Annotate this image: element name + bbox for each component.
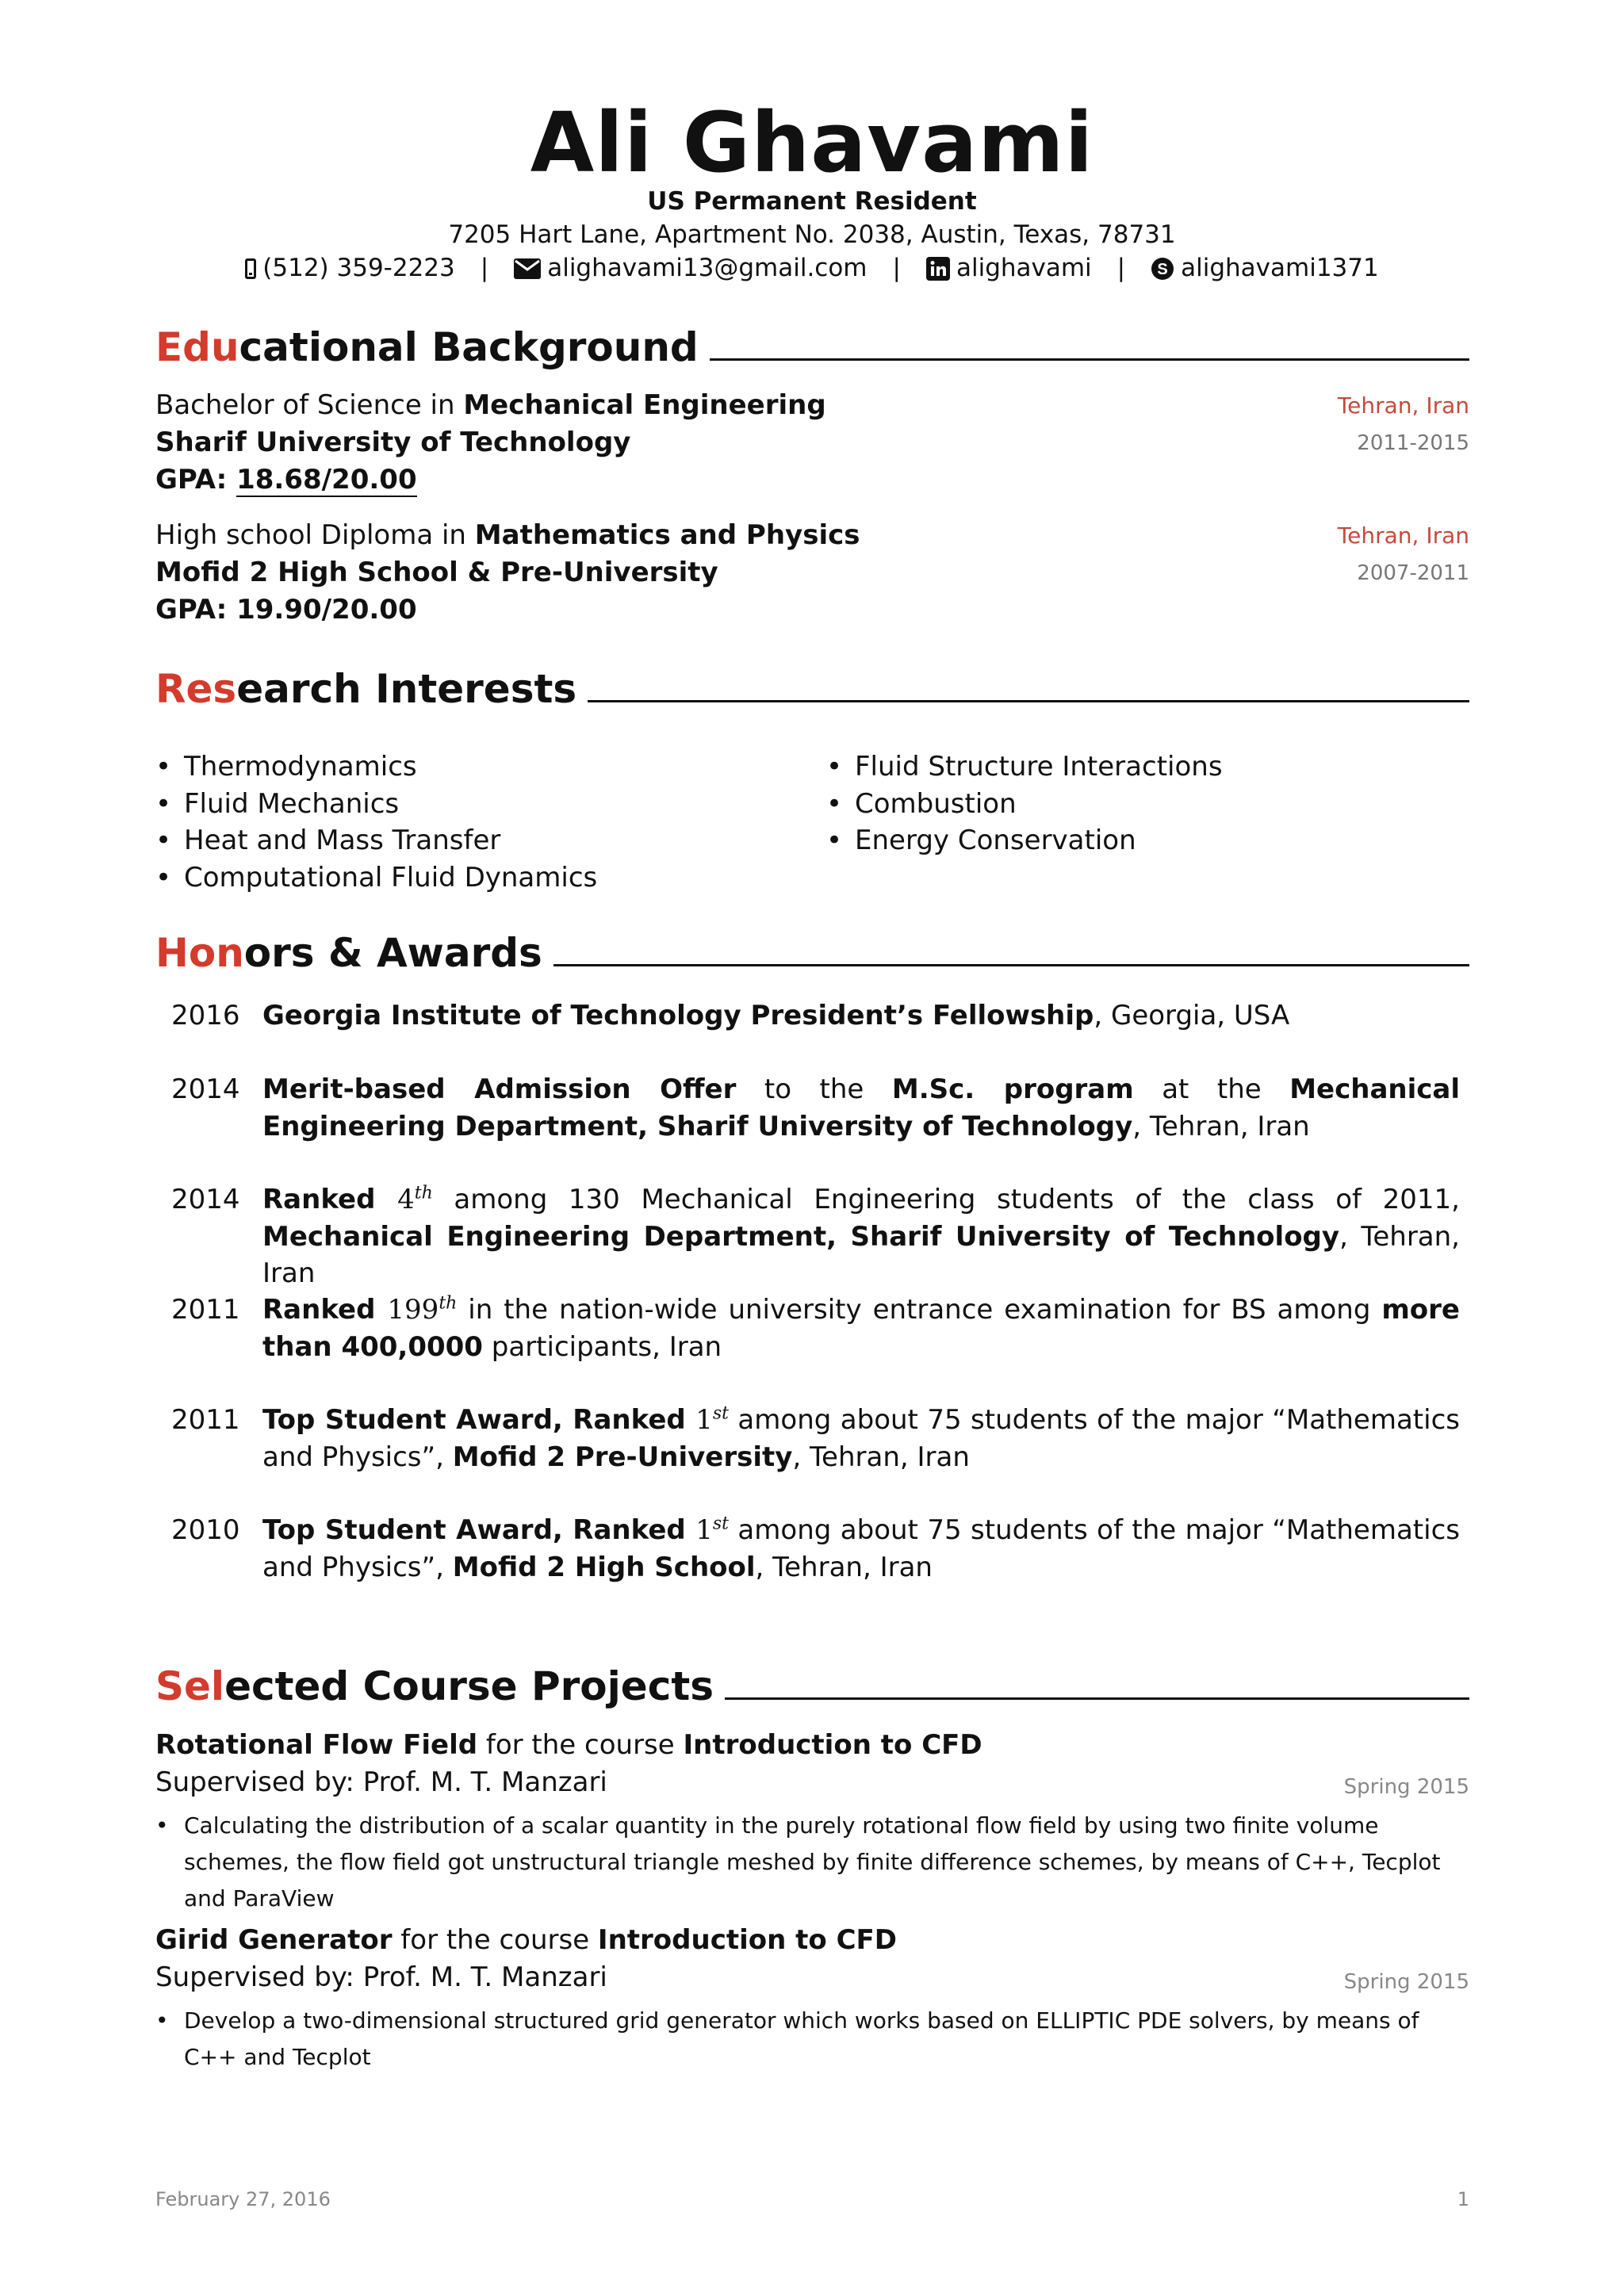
award-year: 2010 [171, 1514, 240, 1546]
list-item: • Fluid Structure Interactions [826, 748, 1223, 786]
resume-page: Ali Ghavami US Permanent Resident 7205 Hart Lane, Apartment No. 2038, Austin, Texas, 78731 (512) 359-2223 | alighavami13@gmail.com | alighavami | S alighavami1371 Edu cational Background Bachelor of Science in Mechanical Engineering Tehran, Iran Sharif University of Technology 2011-2015 GPA: 18.68/20.00 High school Diploma in Mathematics and Physics Tehran, Iran Mofid 2 High School & Pre-University 2007-2011 GPA: 19.90/20.00 Res earch Interests • Thermodynamics • Fluid Mechanics • Heat and Mass Transfer • Computational Fluid Dynamics • Fluid Structure Interactions • Combustion • Energy Conservation Hon ors & Awards 2016 Georgia Institute of Technology President’s Fellowship, Georgia, USA 2014 Merit-based Admission Offer to the M.Sc. program at the Mechanical Engineering Department, Sharif University of Technology, Tehran, Iran 2014 Ranked 4th among 130 Mechanical Engineering students of the class of 2011, Mechanical Engineering Department, Sharif University of Technology, Tehran, Iran 2011 Ranked 199th in the nation-wide university entrance examination for BS among more than 400,0000 participants, Iran 2011 Top Student Award, Ranked 1st among about 75 students of the major “Mathematics and Physics”, Mofid 2 Pre-University, Tehran, Iran 2010 Top Student Award, Ranked 1st among about 75 students of the major “Mathematics and Physics”, Mofid 2 High School, Tehran, Iran Sel ected Course Projects Rotational Flow Field for the course Introduction to CFD Supervised by: Prof. M. T. Manzari Spring 2015 • Calculating the distribution of a scalar quantity in the purely rotational flow field by using two finite volume schemes, the flow field got unstructural triangle meshed by finite difference schemes, by means of C++, Tecplot and ParaView Girid Generator for the course Introduction to CFD Supervised by: Prof. M. T. Manzari Spring 2015 • Develop a two-dimensional structured grid generator which works based on ELLIPTIC PDE solvers, by means of C++ and Tecplot February 27, 2016 1 [0, 0, 1624, 2296]
residency-status: US Permanent Resident [647, 187, 977, 216]
phone-number: (512) 359-2223 [262, 254, 455, 282]
interests-left-list [155, 748, 597, 896]
edu-dates: 2011-2015 [1357, 431, 1469, 455]
address: 7205 Hart Lane, Apartment No. 2038, Austin, Texas, 78731 [448, 220, 1176, 249]
gpa-value: 18.68/20.00 [236, 464, 417, 496]
svg-text:S: S [1157, 260, 1168, 278]
contact-separator: | [892, 254, 901, 282]
award-year: 2014 [171, 1184, 240, 1215]
supervisor: Supervised by: Prof. M. T. Manzari [155, 1766, 607, 1798]
research-heading: Res earch Interests [155, 669, 1469, 709]
degree-field: Mechanical Engineering [463, 389, 826, 421]
school-name: Sharif University of Technology [155, 427, 631, 458]
project-entry: Girid Generator for the course Introduction to CFD Supervised by: Prof. M. T. Manzari Spring 2015 • Develop a two-dimensional structured grid generator which works based on ELLIPTIC PDE solvers, by means of C++ and Tecplot [155, 1922, 1469, 2076]
gpa-value: 19.90/20.00 [236, 594, 417, 626]
list-item: • Combustion [826, 786, 1223, 823]
degree-field: Mathematics and Physics [474, 519, 860, 551]
award-year: 2011 [171, 1404, 240, 1436]
edu-dates: 2007-2011 [1357, 561, 1469, 585]
course-name: Introduction to CFD [597, 1924, 898, 1956]
list-item: • Computational Fluid Dynamics [155, 859, 597, 897]
email-address: alighavami13@gmail.com [547, 254, 868, 282]
list-item: • Calculating the distribution of a scalar quantity in the purely rotational flow field by using two finite volume schemes, the flow field got unstructural triangle meshed by finite difference schemes, by means of C++, Tecplot and ParaView [155, 1808, 1469, 1917]
education-heading: Edu cational Background [155, 327, 1469, 367]
project-name: Girid Generator [155, 1924, 393, 1956]
school-name: Mofid 2 High School & Pre-University [155, 557, 718, 588]
list-item: • Heat and Mass Transfer [155, 822, 597, 859]
list-item: • Develop a two-dimensional structured grid generator which works based on ELLIPTIC PDE solvers, by means of C++ and Tecplot [155, 2003, 1469, 2076]
linkedin-icon [926, 257, 950, 281]
candidate-name: Ali Ghavami [530, 94, 1094, 191]
award-year: 2011 [171, 1294, 240, 1326]
award-year: 2014 [171, 1073, 240, 1105]
footer-date: February 27, 2016 [155, 2188, 331, 2210]
education-entry: Bachelor of Science in Mechanical Engineering Tehran, Iran Sharif University of Technology 2011-2015 GPA: 18.68/20.00 [155, 389, 1469, 496]
project-term: Spring 2015 [1343, 1775, 1469, 1799]
heading-rule [588, 700, 1469, 702]
heading-rule [553, 964, 1469, 966]
project-term: Spring 2015 [1343, 1970, 1469, 1994]
course-name: Introduction to CFD [683, 1729, 982, 1761]
project-entry: Rotational Flow Field for the course Introduction to CFD Supervised by: Prof. M. T. Manzari Spring 2015 • Calculating the distribution of a scalar quantity in the purely rotational flow field by using two finite volume schemes, the flow field got unstructural triangle meshed by finite difference schemes, by means of C++, Tecplot and ParaView [155, 1727, 1469, 1917]
skype-contact[interactable] [1151, 254, 1379, 283]
linkedin-contact[interactable] [926, 254, 1092, 283]
list-item: • Thermodynamics [155, 748, 597, 786]
awards-heading: Hon ors & Awards [155, 933, 1469, 973]
list-item: • Fluid Mechanics [155, 786, 597, 823]
mobile-phone-icon [245, 258, 256, 279]
envelope-icon [514, 258, 541, 279]
heading-rule [710, 358, 1469, 361]
contact-separator: | [1116, 254, 1126, 282]
skype-icon [1151, 257, 1174, 281]
list-item: • Energy Conservation [826, 822, 1223, 859]
email-contact[interactable] [514, 254, 867, 283]
project-name: Rotational Flow Field [155, 1729, 478, 1761]
interests-right-list [826, 748, 1223, 859]
skype-handle: alighavami1371 [1181, 254, 1379, 282]
contact-separator: | [480, 254, 489, 282]
phone-contact[interactable] [245, 254, 454, 283]
linkedin-handle: alighavami [956, 254, 1092, 282]
page-number: 1 [1457, 2188, 1469, 2210]
projects-heading: Sel ected Course Projects [155, 1667, 1469, 1706]
award-year: 2016 [171, 1000, 240, 1031]
education-entry: High school Diploma in Mathematics and Physics Tehran, Iran Mofid 2 High School & Pre-University 2007-2011 GPA: 19.90/20.00 [155, 519, 1469, 626]
heading-rule [725, 1697, 1469, 1700]
edu-location: Tehran, Iran [1337, 392, 1469, 419]
edu-location: Tehran, Iran [1337, 522, 1469, 549]
supervisor: Supervised by: Prof. M. T. Manzari [155, 1961, 607, 1993]
contact-row [0, 254, 1624, 283]
